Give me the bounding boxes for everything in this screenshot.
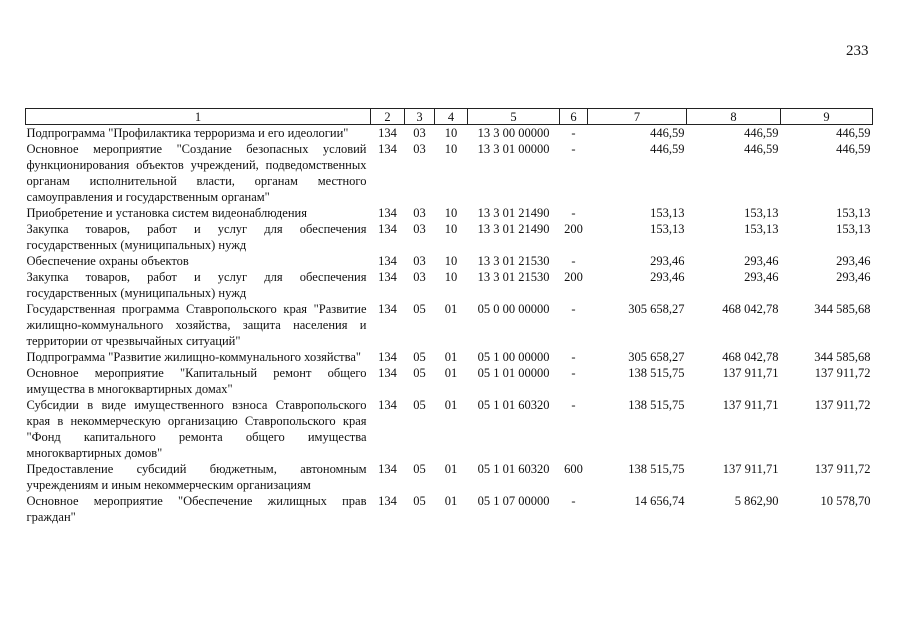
- row-amount-col7: 293,46: [650, 254, 685, 268]
- row-amount-col7: 138 515,75: [628, 462, 685, 476]
- row-amount-col9: 446,59: [836, 142, 871, 156]
- row-amount-col8: 153,13: [744, 222, 779, 236]
- row-expense-type: -: [571, 254, 576, 268]
- row-expense-type: 200: [564, 222, 583, 236]
- row-target-article: 05 1 00 00000: [477, 350, 550, 364]
- table-row: [26, 397, 873, 461]
- row-gr: 134: [378, 126, 397, 140]
- row-gr: 134: [378, 302, 397, 316]
- row-expense-type: -: [571, 366, 576, 380]
- row-target-article: 05 0 00 00000: [477, 302, 550, 316]
- row-target-article: 13 3 01 21490: [477, 222, 550, 236]
- column-header: 6: [560, 109, 588, 125]
- row-target-article: 13 3 01 00000: [477, 142, 550, 156]
- row-name: Подпрограмма "Профилактика терроризма и его идеологии": [26, 126, 349, 140]
- row-amount-col8: 153,13: [744, 206, 779, 220]
- column-header: 7: [588, 109, 687, 125]
- row-expense-type: 600: [564, 462, 583, 476]
- row-subsection: 10: [444, 206, 458, 220]
- row-gr: 134: [378, 366, 397, 380]
- table-row: [26, 493, 873, 525]
- row-target-article: 13 3 00 00000: [477, 126, 550, 140]
- column-header: 4: [435, 109, 468, 125]
- row-expense-type: -: [571, 142, 576, 156]
- row-section: 05: [413, 366, 426, 380]
- row-section: 05: [413, 398, 426, 412]
- row-amount-col9: 293,46: [836, 270, 871, 284]
- row-gr: 134: [378, 142, 397, 156]
- row-amount-col8: 137 911,71: [722, 366, 779, 380]
- row-amount-col8: 293,46: [744, 254, 779, 268]
- row-name: Приобретение и установка систем видеонаблюдения: [26, 206, 307, 220]
- row-section: 03: [413, 270, 426, 284]
- row-amount-col8: 446,59: [744, 142, 779, 156]
- row-amount-col8: 468 042,78: [722, 302, 779, 316]
- row-expense-type: 200: [564, 270, 583, 284]
- column-header: 2: [371, 109, 405, 125]
- row-subsection: 10: [444, 126, 458, 140]
- row-name: Основное мероприятие "Создание безопасных условий функционирования объектов учреждений, подведомственных органам исполнительной власти, органам местного самоуправления и государственным органам": [26, 142, 367, 204]
- row-expense-type: -: [571, 398, 576, 412]
- row-name: Предоставление субсидий бюджетным, автономным учреждениям и иным некоммерческим организациям: [26, 462, 367, 492]
- row-amount-col7: 14 656,74: [634, 494, 685, 508]
- row-expense-type: -: [571, 302, 576, 316]
- row-gr: 134: [378, 206, 397, 220]
- row-subsection: 10: [444, 142, 458, 156]
- table-row: [26, 253, 873, 269]
- row-section: 05: [413, 494, 426, 508]
- row-amount-col9: 446,59: [836, 126, 871, 140]
- row-amount-col9: 344 585,68: [814, 302, 871, 316]
- row-subsection: 01: [444, 462, 458, 476]
- row-target-article: 05 1 01 60320: [477, 462, 550, 476]
- row-section: 03: [413, 206, 426, 220]
- row-amount-col7: 305 658,27: [628, 302, 685, 316]
- row-section: 05: [413, 302, 426, 316]
- row-name: Субсидии в виде имущественного взноса Ставропольского края в некоммерческую организацию Ставропольского края "Фонд капитального ремонта общего имущества многоквартирных домов": [26, 398, 367, 460]
- row-amount-col7: 138 515,75: [628, 366, 685, 380]
- table-row: [26, 365, 873, 397]
- table-row: [26, 461, 873, 493]
- row-section: 03: [413, 142, 426, 156]
- row-amount-col7: 153,13: [650, 222, 685, 236]
- row-amount-col9: 293,46: [836, 254, 871, 268]
- table-row: [26, 125, 873, 142]
- row-section: 05: [413, 350, 426, 364]
- column-header: 8: [687, 109, 781, 125]
- row-amount-col7: 446,59: [650, 126, 685, 140]
- row-name: Обеспечение охраны объектов: [26, 254, 189, 268]
- row-amount-col7: 293,46: [650, 270, 685, 284]
- table-row: [26, 221, 873, 253]
- row-amount-col9: 137 911,72: [814, 366, 871, 380]
- row-target-article: 13 3 01 21490: [477, 206, 550, 220]
- budget-table: [25, 108, 873, 525]
- table-row: [26, 349, 873, 365]
- row-section: 05: [413, 462, 426, 476]
- table-row: [26, 205, 873, 221]
- row-section: 03: [413, 126, 426, 140]
- row-amount-col7: 446,59: [650, 142, 685, 156]
- row-gr: 134: [378, 398, 397, 412]
- row-amount-col9: 137 911,72: [814, 462, 871, 476]
- table-row: [26, 141, 873, 205]
- row-subsection: 01: [444, 494, 458, 508]
- row-expense-type: -: [571, 494, 576, 508]
- row-target-article: 05 1 01 00000: [477, 366, 550, 380]
- row-amount-col9: 153,13: [836, 206, 871, 220]
- row-amount-col9: 153,13: [836, 222, 871, 236]
- row-amount-col8: 293,46: [744, 270, 779, 284]
- row-section: 03: [413, 254, 426, 268]
- row-name: Закупка товаров, работ и услуг для обеспечения государственных (муниципальных) нужд: [26, 270, 367, 300]
- row-amount-col9: 10 578,70: [820, 494, 871, 508]
- row-target-article: 05 1 07 00000: [477, 494, 550, 508]
- row-amount-col8: 137 911,71: [722, 462, 779, 476]
- row-name: Закупка товаров, работ и услуг для обеспечения государственных (муниципальных) нужд: [26, 222, 367, 252]
- page-number: 233: [846, 43, 869, 59]
- row-expense-type: -: [571, 206, 576, 220]
- row-gr: 134: [378, 494, 397, 508]
- row-amount-col8: 446,59: [744, 126, 779, 140]
- row-amount-col7: 138 515,75: [628, 398, 685, 412]
- row-target-article: 13 3 01 21530: [477, 270, 550, 284]
- row-gr: 134: [378, 350, 397, 364]
- row-name: Основное мероприятие "Капитальный ремонт общего имущества в многоквартирных домах": [26, 366, 367, 396]
- row-expense-type: -: [571, 126, 576, 140]
- row-gr: 134: [378, 222, 397, 236]
- row-subsection: 01: [444, 366, 458, 380]
- row-name: Основное мероприятие "Обеспечение жилищных прав граждан": [26, 494, 367, 524]
- row-amount-col8: 468 042,78: [722, 350, 779, 364]
- table-row: [26, 269, 873, 301]
- row-target-article: 05 1 01 60320: [477, 398, 550, 412]
- row-target-article: 13 3 01 21530: [477, 254, 550, 268]
- column-header: 9: [781, 109, 873, 125]
- row-section: 03: [413, 222, 426, 236]
- column-header: 1: [26, 109, 371, 125]
- row-expense-type: -: [571, 350, 576, 364]
- row-amount-col8: 137 911,71: [722, 398, 779, 412]
- row-amount-col9: 344 585,68: [814, 350, 871, 364]
- column-header: 3: [405, 109, 435, 125]
- row-name: Государственная программа Ставропольского края "Развитие жилищно-коммунального хозяйства, защита населения и территории от чрезвычайных ситуаций": [26, 302, 367, 348]
- row-amount-col7: 305 658,27: [628, 350, 685, 364]
- row-subsection: 01: [444, 302, 458, 316]
- column-header: 5: [468, 109, 560, 125]
- row-subsection: 01: [444, 350, 458, 364]
- row-amount-col9: 137 911,72: [814, 398, 871, 412]
- table-row: [26, 301, 873, 349]
- row-gr: 134: [378, 462, 397, 476]
- row-amount-col7: 153,13: [650, 206, 685, 220]
- row-subsection: 01: [444, 398, 458, 412]
- row-gr: 134: [378, 270, 397, 284]
- row-subsection: 10: [444, 222, 458, 236]
- row-gr: 134: [378, 254, 397, 268]
- header-row: [26, 109, 873, 125]
- table-body: [26, 125, 873, 526]
- row-name: Подпрограмма "Развитие жилищно-коммунального хозяйства": [26, 350, 361, 364]
- row-subsection: 10: [444, 254, 458, 268]
- row-subsection: 10: [444, 270, 458, 284]
- row-amount-col8: 5 862,90: [734, 494, 779, 508]
